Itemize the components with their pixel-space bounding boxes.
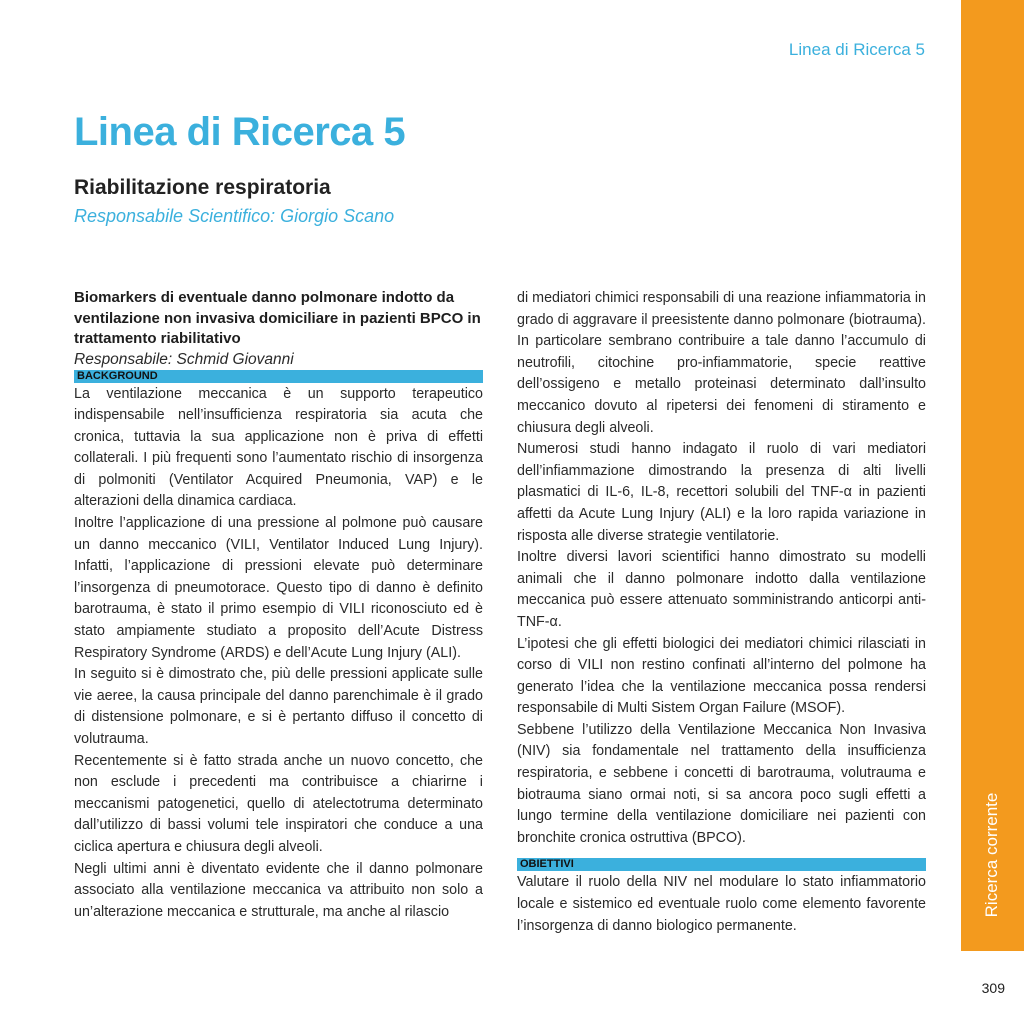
paragraph: Inoltre diversi lavori scientifici hanno dimostrato su modelli animali che il danno polmonare indotto dalla ventilazione meccanica può essere attenuato somministrando anticorpi anti-TNF-α. [517, 549, 926, 630]
scientific-responsible: Responsabile Scientifico: Giorgio Scano [74, 206, 395, 226]
paragraph: Negli ultimi anni è diventato evidente che il danno polmonare associato alla ventilazione meccanica va attribuito non solo a un’alterazione meccanica e strutturale, ma anche al rilascio [74, 860, 483, 920]
page-subtitle: Riabilitazione respiratoria [74, 176, 331, 199]
project-responsible: Responsabile: Schmid Giovanni [74, 350, 294, 368]
left-column [74, 288, 483, 923]
running-header: Linea di Ricerca 5 [788, 40, 925, 59]
paragraph: Numerosi studi hanno indagato il ruolo di vari mediatori dell’infiammazione dimostrando la presenza di alti livelli plasmatici di IL-6, IL-8, recettori solubili del TNF-α in pazienti affetti da Acute Lung Injury (ALI) e la loro rapida variazione in risposta alle diverse strategie ventilatorie. [517, 441, 926, 544]
paragraph: di mediatori chimici responsabili di una reazione infiammatoria in grado di aggravare il preesistente danno polmonare (biotrauma). In particolare sembrano contribuire a tale danno l’accumulo di neutrofili, citochine pro-infiammatorie, specie reattive dell’ossigeno e metallo proteinasi determinato dall’insulto meccanico dovuto al ripetersi dei fenomeni di stiramento e chiusura degli alveoli. [517, 290, 926, 436]
paragraph: In seguito si è dimostrato che, più delle pressioni applicate sulle vie aeree, la causa principale del danno parenchimale è il grado di distensione polmonare, e si è pertanto diffuso il concetto di volutrauma. [74, 666, 483, 747]
paragraph: Valutare il ruolo della NIV nel modulare lo stato infiammatorio locale e sistemico ed eventuale ruolo come elemento favorente l’insorgenza di danno biologico permanente. [517, 874, 926, 934]
side-tab-label: Ricerca corrente [982, 792, 1001, 918]
paragraph: L’ipotesi che gli effetti biologici dei mediatori chimici rilasciati in corso di VILI non restino confinati all’interno del polmone ha generato l’idea che la ventilazione meccanica possa rendersi responsabile di Multi Sistem Organ Failure (MSOF). [517, 635, 926, 717]
paragraph: Sebbene l’utilizzo della Ventilazione Meccanica Non Invasiva (NIV) sia fondamentale nel trattamento della insufficienza respiratoria, e sebbene i concetti di barotrauma, volutrauma e biotrauma siano ormai noti, si sa ancora poco sugli effetti a lungo termine della ventilazione domiciliare nei pazienti con bronchite cronica ostruttiva (BPCO). [517, 721, 926, 846]
project-title: Biomarkers di eventuale danno polmonare indotto da ventilazione non invasiva domiciliare in pazienti BPCO in trattamento riabilitativo [74, 289, 481, 347]
paragraph: Inoltre l’applicazione di una pressione al polmone può causare un danno meccanico (VILI, Ventilator Induced Lung Injury). Infatti, l’applicazione di pressioni elevate può determinare l’insorgenza di pneumotorace. Questo tipo di danno è definito barotrauma, è stato il primo esempio di VILI riconosciuto ed è stato ampiamente studiato a proposito dell’Acute Distress Respiratory Syndrome (ARDS) e dell’Acute Lung Injury (ALI). [74, 515, 483, 661]
paragraph: Recentemente si è fatto strada anche un nuovo concetto, che non esclude i precedenti ma contribuisce a chiarirne i meccanismi patogenetici, quello di atelectotruma determinato dall’utilizzo di bassi volumi tele inspiratori che conduce a una ciclica apertura e chiusura degli alveoli. [74, 752, 483, 855]
background-heading: BACKGROUND [74, 370, 483, 383]
page-title: Linea di Ricerca 5 [74, 110, 406, 154]
page-number: 309 [981, 980, 1005, 996]
right-column [517, 288, 926, 937]
objectives-heading: OBIETTIVI [517, 858, 926, 871]
paragraph: La ventilazione meccanica è un supporto terapeutico indispensabile nell’insufficienza respiratoria sia acuta che cronica, tuttavia la sua applicazione non è priva di effetti collaterali. I più frequenti sono l’aumentato rischio di insorgenza di polmoniti (Ventilator Acquired Pneumonia, VAP) e le alterazioni della dinamica cardiaca. [74, 385, 483, 510]
